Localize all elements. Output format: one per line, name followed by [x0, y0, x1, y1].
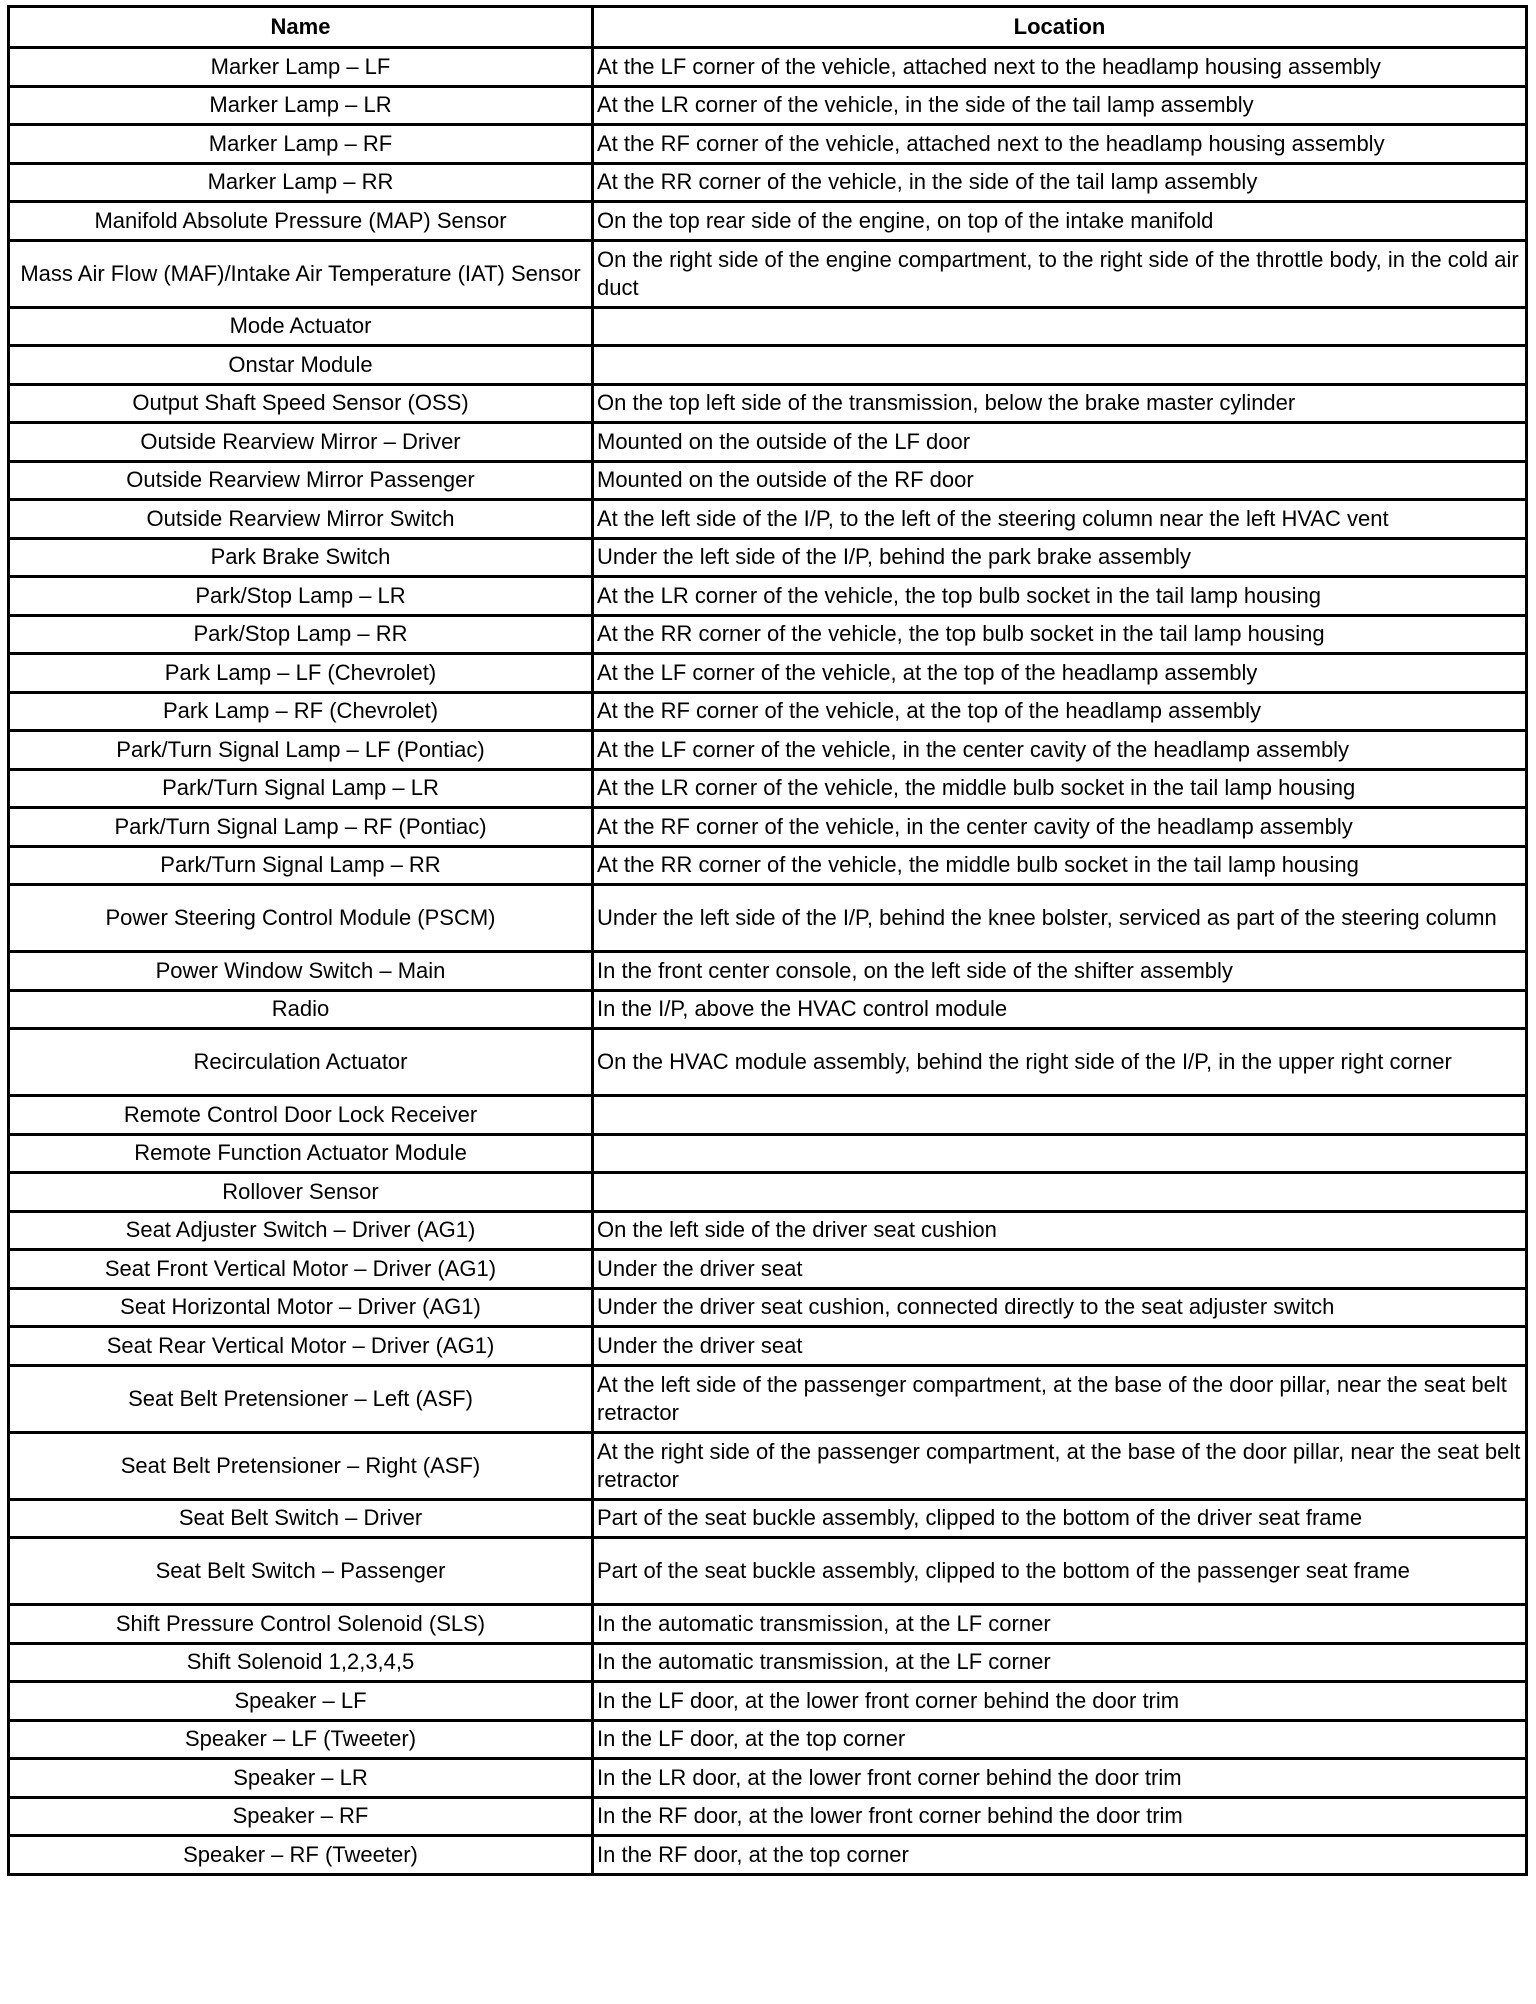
component-location-cell: Under the driver seat — [593, 1327, 1527, 1366]
component-location-cell — [593, 346, 1527, 385]
component-location-cell: Part of the seat buckle assembly, clipped to the bottom of the driver seat frame — [593, 1499, 1527, 1538]
component-location-cell: In the LF door, at the lower front corner behind the door trim — [593, 1682, 1527, 1721]
component-location-cell: At the LR corner of the vehicle, the top bulb socket in the tail lamp housing — [593, 577, 1527, 616]
table-row — [9, 577, 1527, 616]
table-row — [9, 1096, 1527, 1135]
component-name-cell: Seat Belt Pretensioner – Left (ASF) — [9, 1365, 593, 1432]
table-row — [9, 461, 1527, 500]
component-name-cell: Park/Turn Signal Lamp – LR — [9, 769, 593, 808]
component-location-cell: At the right side of the passenger compartment, at the base of the door pillar, near the seat belt retractor — [593, 1432, 1527, 1499]
component-location-cell: At the LF corner of the vehicle, attached next to the headlamp housing assembly — [593, 48, 1527, 87]
component-location-cell: In the RF door, at the top corner — [593, 1836, 1527, 1875]
component-location-cell: Mounted on the outside of the RF door — [593, 461, 1527, 500]
component-name-cell: Park Lamp – RF (Chevrolet) — [9, 692, 593, 731]
component-name-cell: Seat Front Vertical Motor – Driver (AG1) — [9, 1250, 593, 1289]
table-row — [9, 86, 1527, 125]
table-row — [9, 307, 1527, 346]
table-row — [9, 163, 1527, 202]
component-name-cell: Park/Turn Signal Lamp – RF (Pontiac) — [9, 808, 593, 847]
table-row — [9, 952, 1527, 991]
component-location-cell: Part of the seat buckle assembly, clipped to the bottom of the passenger seat frame — [593, 1538, 1527, 1605]
table-row — [9, 1365, 1527, 1432]
component-location-cell: In the front center console, on the left side of the shifter assembly — [593, 952, 1527, 991]
component-name-cell: Mass Air Flow (MAF)/Intake Air Temperature (IAT) Sensor — [9, 240, 593, 307]
component-name-cell: Power Steering Control Module (PSCM) — [9, 885, 593, 952]
table-row — [9, 384, 1527, 423]
table-row — [9, 1432, 1527, 1499]
component-location-cell — [593, 1173, 1527, 1212]
component-location-cell: Under the driver seat — [593, 1250, 1527, 1289]
component-location-cell: In the LF door, at the top corner — [593, 1720, 1527, 1759]
component-name-cell: Recirculation Actuator — [9, 1029, 593, 1096]
component-location-cell: On the top left side of the transmission, below the brake master cylinder — [593, 384, 1527, 423]
component-name-cell: Speaker – RF — [9, 1797, 593, 1836]
component-name-cell: Outside Rearview Mirror Passenger — [9, 461, 593, 500]
table-header-row — [9, 7, 1527, 48]
table-row — [9, 654, 1527, 693]
component-name-cell: Park/Stop Lamp – LR — [9, 577, 593, 616]
component-name-cell: Outside Rearview Mirror – Driver — [9, 423, 593, 462]
component-name-cell: Park/Stop Lamp – RR — [9, 615, 593, 654]
component-location-cell: At the RR corner of the vehicle, the middle bulb socket in the tail lamp housing — [593, 846, 1527, 885]
component-name-cell: Rollover Sensor — [9, 1173, 593, 1212]
component-name-cell: Park Lamp – LF (Chevrolet) — [9, 654, 593, 693]
component-location-cell: Mounted on the outside of the LF door — [593, 423, 1527, 462]
component-name-cell: Marker Lamp – LR — [9, 86, 593, 125]
table-row — [9, 346, 1527, 385]
table-row — [9, 1134, 1527, 1173]
component-location-cell: Under the driver seat cushion, connected directly to the seat adjuster switch — [593, 1288, 1527, 1327]
component-name-cell: Speaker – RF (Tweeter) — [9, 1836, 593, 1875]
table-row — [9, 885, 1527, 952]
component-name-cell: Remote Function Actuator Module — [9, 1134, 593, 1173]
component-location-cell: At the RF corner of the vehicle, at the top of the headlamp assembly — [593, 692, 1527, 731]
table-row — [9, 1250, 1527, 1289]
component-location-cell: At the left side of the I/P, to the left of the steering column near the left HVAC vent — [593, 500, 1527, 539]
component-location-cell: At the RF corner of the vehicle, in the center cavity of the headlamp assembly — [593, 808, 1527, 847]
component-name-cell: Manifold Absolute Pressure (MAP) Sensor — [9, 202, 593, 241]
component-location-cell: On the left side of the driver seat cushion — [593, 1211, 1527, 1250]
component-name-cell: Seat Belt Pretensioner – Right (ASF) — [9, 1432, 593, 1499]
table-row — [9, 240, 1527, 307]
component-name-cell: Remote Control Door Lock Receiver — [9, 1096, 593, 1135]
component-location-cell: Under the left side of the I/P, behind the knee bolster, serviced as part of the steering column — [593, 885, 1527, 952]
component-location-cell — [593, 1134, 1527, 1173]
component-name-cell: Shift Solenoid 1,2,3,4,5 — [9, 1643, 593, 1682]
component-name-cell: Marker Lamp – RF — [9, 125, 593, 164]
component-name-cell: Seat Rear Vertical Motor – Driver (AG1) — [9, 1327, 593, 1366]
component-name-cell: Park/Turn Signal Lamp – RR — [9, 846, 593, 885]
component-location-cell: In the LR door, at the lower front corner behind the door trim — [593, 1759, 1527, 1798]
component-location-cell: At the RF corner of the vehicle, attached next to the headlamp housing assembly — [593, 125, 1527, 164]
component-location-cell: At the left side of the passenger compartment, at the base of the door pillar, near the seat belt retractor — [593, 1365, 1527, 1432]
table-row — [9, 1288, 1527, 1327]
component-location-cell: At the RR corner of the vehicle, in the side of the tail lamp assembly — [593, 163, 1527, 202]
component-name-cell: Speaker – LR — [9, 1759, 593, 1798]
component-name-cell: Radio — [9, 990, 593, 1029]
component-name-cell: Onstar Module — [9, 346, 593, 385]
table-row — [9, 990, 1527, 1029]
component-location-cell: In the automatic transmission, at the LF corner — [593, 1605, 1527, 1644]
component-location-cell — [593, 307, 1527, 346]
table-row — [9, 500, 1527, 539]
table-row — [9, 1538, 1527, 1605]
table-row — [9, 423, 1527, 462]
component-location-cell: In the RF door, at the lower front corner behind the door trim — [593, 1797, 1527, 1836]
table-row — [9, 125, 1527, 164]
component-name-cell: Speaker – LF (Tweeter) — [9, 1720, 593, 1759]
column-header-location: Location — [593, 7, 1527, 48]
component-location-table — [7, 5, 1528, 1876]
component-location-cell: In the I/P, above the HVAC control module — [593, 990, 1527, 1029]
component-location-cell: On the HVAC module assembly, behind the right side of the I/P, in the upper right corner — [593, 1029, 1527, 1096]
component-name-cell: Park Brake Switch — [9, 538, 593, 577]
table-row — [9, 846, 1527, 885]
component-name-cell: Park/Turn Signal Lamp – LF (Pontiac) — [9, 731, 593, 770]
table-row — [9, 1173, 1527, 1212]
table-row — [9, 48, 1527, 87]
component-name-cell: Speaker – LF — [9, 1682, 593, 1721]
component-name-cell: Mode Actuator — [9, 307, 593, 346]
component-location-cell: At the LR corner of the vehicle, in the side of the tail lamp assembly — [593, 86, 1527, 125]
component-name-cell: Shift Pressure Control Solenoid (SLS) — [9, 1605, 593, 1644]
table-row — [9, 1720, 1527, 1759]
component-location-cell: At the LF corner of the vehicle, in the center cavity of the headlamp assembly — [593, 731, 1527, 770]
component-location-cell: At the RR corner of the vehicle, the top bulb socket in the tail lamp housing — [593, 615, 1527, 654]
component-name-cell: Power Window Switch – Main — [9, 952, 593, 991]
table-row — [9, 538, 1527, 577]
component-name-cell: Seat Adjuster Switch – Driver (AG1) — [9, 1211, 593, 1250]
table-row — [9, 1211, 1527, 1250]
table-row — [9, 1643, 1527, 1682]
component-name-cell: Marker Lamp – LF — [9, 48, 593, 87]
table-row — [9, 1605, 1527, 1644]
component-name-cell: Outside Rearview Mirror Switch — [9, 500, 593, 539]
column-header-name: Name — [9, 7, 593, 48]
table-body — [9, 48, 1527, 1875]
component-location-cell: On the right side of the engine compartment, to the right side of the throttle body, in the cold air duct — [593, 240, 1527, 307]
component-location-cell: Under the left side of the I/P, behind the park brake assembly — [593, 538, 1527, 577]
table-row — [9, 1759, 1527, 1798]
table-row — [9, 769, 1527, 808]
table-row — [9, 808, 1527, 847]
table-row — [9, 1499, 1527, 1538]
component-name-cell: Seat Belt Switch – Driver — [9, 1499, 593, 1538]
component-location-cell: On the top rear side of the engine, on top of the intake manifold — [593, 202, 1527, 241]
component-location-cell: At the LF corner of the vehicle, at the top of the headlamp assembly — [593, 654, 1527, 693]
component-name-cell: Marker Lamp – RR — [9, 163, 593, 202]
table-row — [9, 1029, 1527, 1096]
component-name-cell: Seat Horizontal Motor – Driver (AG1) — [9, 1288, 593, 1327]
table-row — [9, 731, 1527, 770]
component-name-cell: Output Shaft Speed Sensor (OSS) — [9, 384, 593, 423]
table-row — [9, 615, 1527, 654]
table-row — [9, 1682, 1527, 1721]
table-row — [9, 1836, 1527, 1875]
table-row — [9, 202, 1527, 241]
component-name-cell: Seat Belt Switch – Passenger — [9, 1538, 593, 1605]
component-location-cell: At the LR corner of the vehicle, the middle bulb socket in the tail lamp housing — [593, 769, 1527, 808]
component-location-cell — [593, 1096, 1527, 1135]
table-row — [9, 1327, 1527, 1366]
table-row — [9, 692, 1527, 731]
component-location-cell: In the automatic transmission, at the LF corner — [593, 1643, 1527, 1682]
table-row — [9, 1797, 1527, 1836]
